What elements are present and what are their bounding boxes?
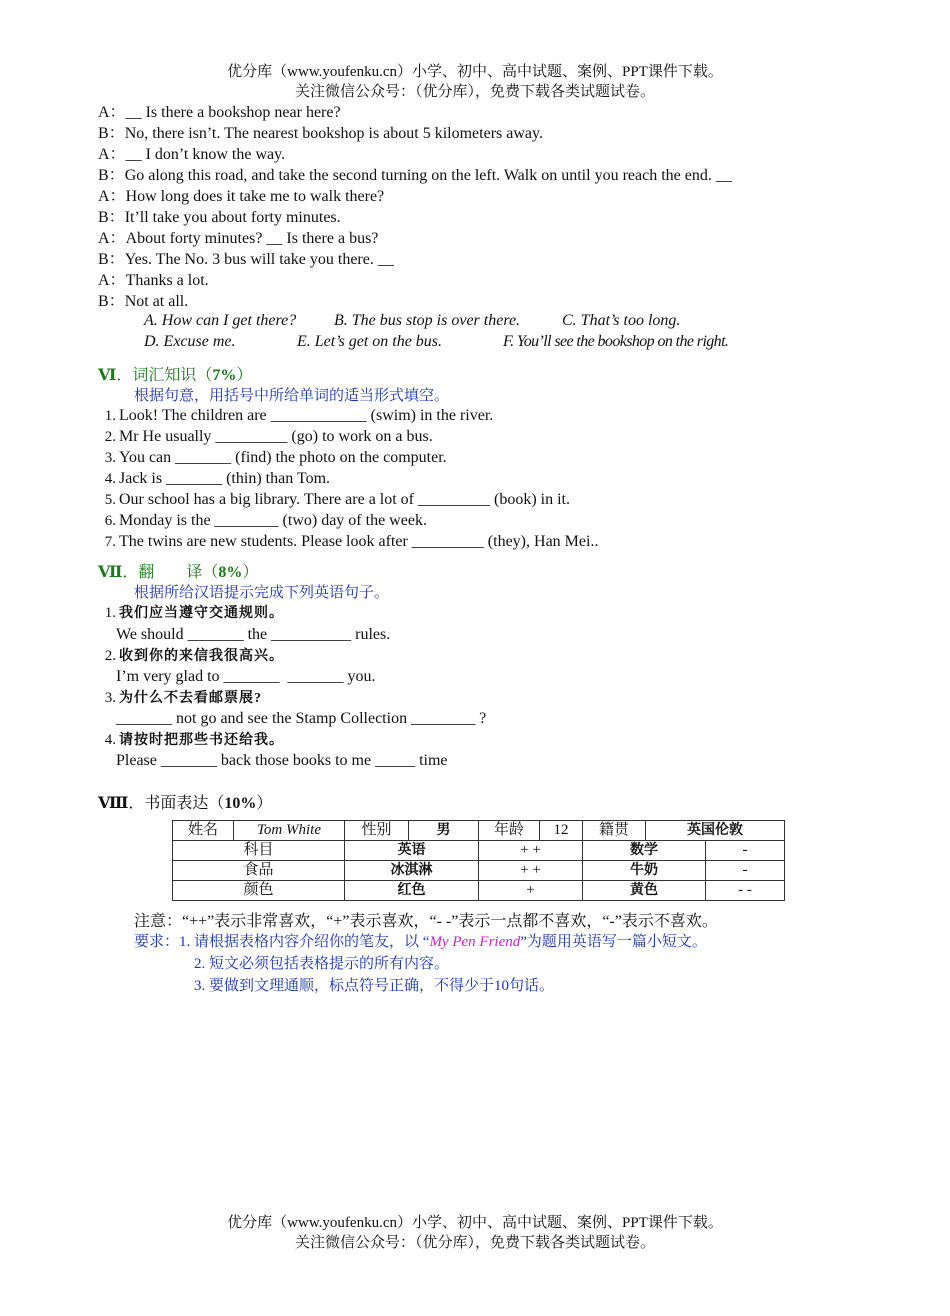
dialogue-line: A：__ Is there a bookshop near here? xyxy=(98,104,341,121)
section-6-instruction: 根据句意，用括号中所给单词的适当形式填空。 xyxy=(134,388,450,404)
requirement-3: 3. 要做到文理通顺，标点符号正确，不得少于10句话。 xyxy=(194,978,555,994)
table-cell: + xyxy=(479,881,583,901)
question-item: 2. Mr He usually _________ (go) to work on a bus. xyxy=(104,428,433,445)
table-cell: 颜色 xyxy=(173,881,345,901)
section-7-instruction: 根据所给汉语提示完成下列英语句子。 xyxy=(134,585,390,601)
translation-hint: 2. 收到你的来信我很高兴。 xyxy=(104,648,284,664)
translation-sentence: Please _______ back those books to me _____ time xyxy=(116,752,448,769)
table-cell xyxy=(583,841,785,861)
table-row xyxy=(173,841,785,861)
requirement-2: 2. 短文必须包括表格提示的所有内容。 xyxy=(194,956,450,972)
table-cell: 冰淇淋 xyxy=(345,861,479,881)
header-line-1: 优分库（www.youfenku.cn）小学、初中、高中试题、案例、PPT课件下载。 xyxy=(227,64,723,80)
question-item: 3. You can _______ (find) the photo on the computer. xyxy=(104,449,447,466)
table-row xyxy=(173,861,785,881)
dialogue-line: B：It’ll take you about forty minutes. xyxy=(98,209,341,226)
dialogue-line: A：__ I don’t know the way. xyxy=(98,146,286,163)
table-row xyxy=(173,881,785,901)
table-cell xyxy=(583,861,785,881)
translation-hint: 3. 为什么不去看邮票展? xyxy=(104,690,262,706)
table-cell: 姓名 xyxy=(173,821,234,841)
header-line-2: 关注微信公众号：（优分库），免费下载各类试题试卷。 xyxy=(294,84,655,100)
dialogue-line: A：Thanks a lot. xyxy=(98,272,209,289)
table-cell: 年龄 xyxy=(479,821,540,841)
footer-line-1: 优分库（www.youfenku.cn）小学、初中、高中试题、案例、PPT课件下载。 xyxy=(227,1215,723,1231)
requirement-1: 要求：1. 请根据表格内容介绍你的笔友，以 “My Pen Friend”为题用英语写一篇小短文。 xyxy=(134,934,707,950)
question-item: 7. The twins are new students. Please look after _________ (they), Han Mei.. xyxy=(104,533,599,550)
table-cell-inner: - xyxy=(742,862,748,878)
question-item: 1. Look! The children are ____________ (swim) in the river. xyxy=(104,407,494,424)
translation-hint: 4. 请按时把那些书还给我。 xyxy=(104,732,284,748)
dialogue-line: A：About forty minutes? __ Is there a bus? xyxy=(98,230,379,247)
note-text: 注意：“++”表示非常喜欢，“+”表示喜欢，“- -”表示一点都不喜欢，“-”表示不喜欢。 xyxy=(134,913,718,930)
dialogue-line: B：Yes. The No. 3 bus will take you there. __ xyxy=(98,251,394,268)
table-row xyxy=(173,821,785,841)
table-cell-inner: - xyxy=(742,842,748,858)
table-cell: 英国伦敦 xyxy=(646,821,785,841)
table-cell: 12 xyxy=(540,821,583,841)
option-e: E. Let’s get on the bus. xyxy=(297,333,443,350)
translation-sentence: I’m very glad to _______ _______ you. xyxy=(116,668,376,685)
table-cell: 红色 xyxy=(345,881,479,901)
dialogue-line: B：No, there isn’t. The nearest bookshop is about 5 kilometers away. xyxy=(98,125,543,142)
table-cell: Tom White xyxy=(234,821,345,841)
table-cell-inner: 黄色 xyxy=(583,881,706,900)
section-8-heading: Ⅷ．书面表达（10%） xyxy=(98,793,273,812)
footer-line-2: 关注微信公众号：（优分库），免费下载各类试题试卷。 xyxy=(294,1235,655,1251)
option-b: B. The bus stop is over there. xyxy=(334,312,521,329)
section-7-heading: Ⅶ．翻 译（8%） xyxy=(98,562,259,581)
table-cell-inner: - - xyxy=(738,882,752,898)
option-c: C. That’s too long. xyxy=(562,312,681,329)
option-d: D. Excuse me. xyxy=(144,333,236,350)
table-cell: 男 xyxy=(409,821,479,841)
question-item: 6. Monday is the ________ (two) day of the week. xyxy=(104,512,427,529)
table-cell: + + xyxy=(479,841,583,861)
table-cell: + + xyxy=(479,861,583,881)
dialogue-line: A：How long does it take me to walk there? xyxy=(98,188,385,205)
table-cell: 籍贯 xyxy=(583,821,646,841)
option-a: A. How can I get there? xyxy=(144,312,297,329)
translation-hint: 1. 我们应当遵守交通规则。 xyxy=(104,605,284,621)
table-cell: 食品 xyxy=(173,861,345,881)
info-table xyxy=(172,820,785,901)
table-cell: 英语 xyxy=(345,841,479,861)
table-cell: 性别 xyxy=(345,821,409,841)
dialogue-line: B：Go along this road, and take the second turning on the left. Walk on until you reach the end. __ xyxy=(98,167,732,184)
table-cell xyxy=(583,881,785,901)
translation-sentence: We should _______ the __________ rules. xyxy=(116,626,391,643)
table-cell-inner: 数学 xyxy=(583,841,706,860)
table-cell-inner: 牛奶 xyxy=(583,861,706,880)
table-cell: 科目 xyxy=(173,841,345,861)
translation-sentence: _______ not go and see the Stamp Collection ________ ? xyxy=(116,710,487,727)
dialogue-line: B：Not at all. xyxy=(98,293,189,310)
question-item: 4. Jack is _______ (thin) than Tom. xyxy=(104,470,331,487)
question-item: 5. Our school has a big library. There are a lot of _________ (book) in it. xyxy=(104,491,570,508)
section-6-heading: Ⅵ．词汇知识（7%） xyxy=(98,365,253,384)
option-f: F. You’ll see the bookshop on the right. xyxy=(503,333,729,350)
